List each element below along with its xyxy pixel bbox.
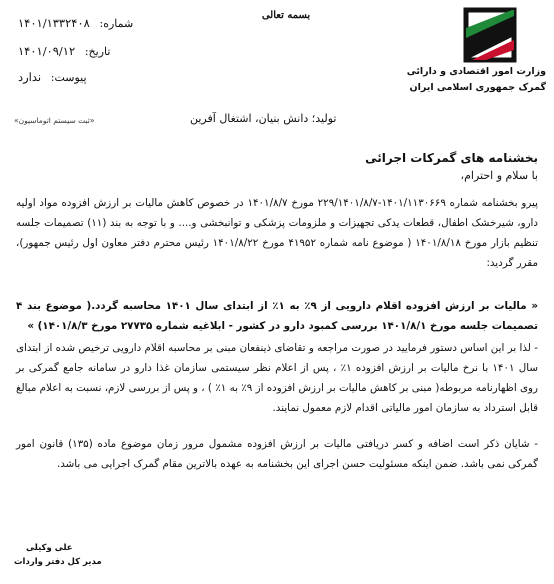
letter-date xyxy=(18,44,110,58)
signer-title: مدیر کل دفتر واردات xyxy=(14,557,102,567)
org-customs: گمرک جمهوری اسلامی ایران xyxy=(409,82,546,93)
paragraph-decision xyxy=(16,296,538,336)
paragraph-4-text: - شایان ذکر است اضافه و کسر دریافتی مالیات بر ارزش افزوده مشمول مرور زمان موضوع ماده (۱۳۵) قانون امور گمرکی نمی باشد. ضمن اینکه مسئولیت حسن اجرای این بخشنامه به عهده بالاترین مقام گمرک اجرایی می باشد. xyxy=(16,438,538,470)
date-label: تاریخ: xyxy=(84,45,111,58)
number-value: ۱۴۰۱/۱۳۳۲۴۰۸ xyxy=(18,16,90,30)
year-slogan: تولید؛ دانش بنیان، اشتغال آفرین xyxy=(190,112,337,125)
org-ministry: وزارت امور اقتصادی و دارائی xyxy=(406,66,546,77)
date-value: ۱۴۰۱/۰۹/۱۲ xyxy=(18,44,76,58)
letter-attachment xyxy=(18,70,87,84)
automation-note: «ثبت سیستم اتوماسیون» xyxy=(14,116,95,125)
attachment-label: پیوست: xyxy=(50,71,87,84)
paragraph-3-text: - لذا بر این اساس دستور فرمایید در صورت مراجعه و تقاضای ذینفعان مبنی بر محاسبه اقلام دارویی ترخیص شده از ابتدای سال ۱۴۰۱ با نرخ مالیات بر ارزش افزوده ۱٪ ، پس از اعلام نظر سیستمی سازمان غذا دارو در سامانه جامع گمرکی بر روی اظهارنامه مربوطه( مبنی بر کاهش مالیات بر ارزش افزوده از ۹٪ به ۱٪ ) ، و پس از بررسی لازم، نسبت به اعلام مبالغ قابل استرداد به سازمان امور مالیاتی اقدام لازم معمول نمایند. xyxy=(16,342,538,414)
recipient-heading: بخشنامه های گمرکات اجرائی xyxy=(365,151,538,165)
greeting: با سلام و احترام، xyxy=(460,169,538,182)
paragraph-note xyxy=(16,434,538,474)
letter-number xyxy=(18,16,133,30)
attachment-value: ندارد xyxy=(18,70,42,84)
paragraph-reference xyxy=(16,193,538,273)
bismillah-heading: بسمه تعالی xyxy=(261,10,311,21)
number-label: شماره: xyxy=(99,17,134,30)
customs-logo-icon xyxy=(452,2,522,66)
paragraph-instruction xyxy=(16,338,538,418)
paragraph-2-text: « مالیات بر ارزش افزوده اقلام دارویی از ۹٪ به ۱٪ از ابتدای سال ۱۴۰۱ محاسبه گردد.( موضوع بند ۴ تصمیمات جلسه مورخ ۱۴۰۱/۸/۱ بررسی کمبود دارو در کشور - ابلاغیه شماره ۲۷۷۳۵ مورخ ۱۴۰۱/۸/۳) » xyxy=(16,300,538,332)
paragraph-1-text: پیرو بخشنامه شماره ۱۴۰۱/۱۱۳۰۶۶۹-۲۲۹/۱۴۰۱/۸/۷ مورخ ۱۴۰۱/۸/۷ در خصوص کاهش مالیات بر ارزش افزوده مواد اولیه دارو، شیرخشک اطفال، قطعات یدکی تجهیزات و ملزومات پزشکی و توانبخشی و.... و با توجه به بند (۱۱) تصمیمات جلسه تنظیم بازار مورخ ۱۴۰۱/۸/۱۸ ( موضوع نامه شماره ۴۱۹۵۲ مورخ ۱۴۰۱/۸/۲۲ رئیس محترم دفتر معاون اول رئیس جمهور)، مقرر گردید: xyxy=(16,197,538,269)
signer-name: علی وکیلی xyxy=(26,543,73,553)
